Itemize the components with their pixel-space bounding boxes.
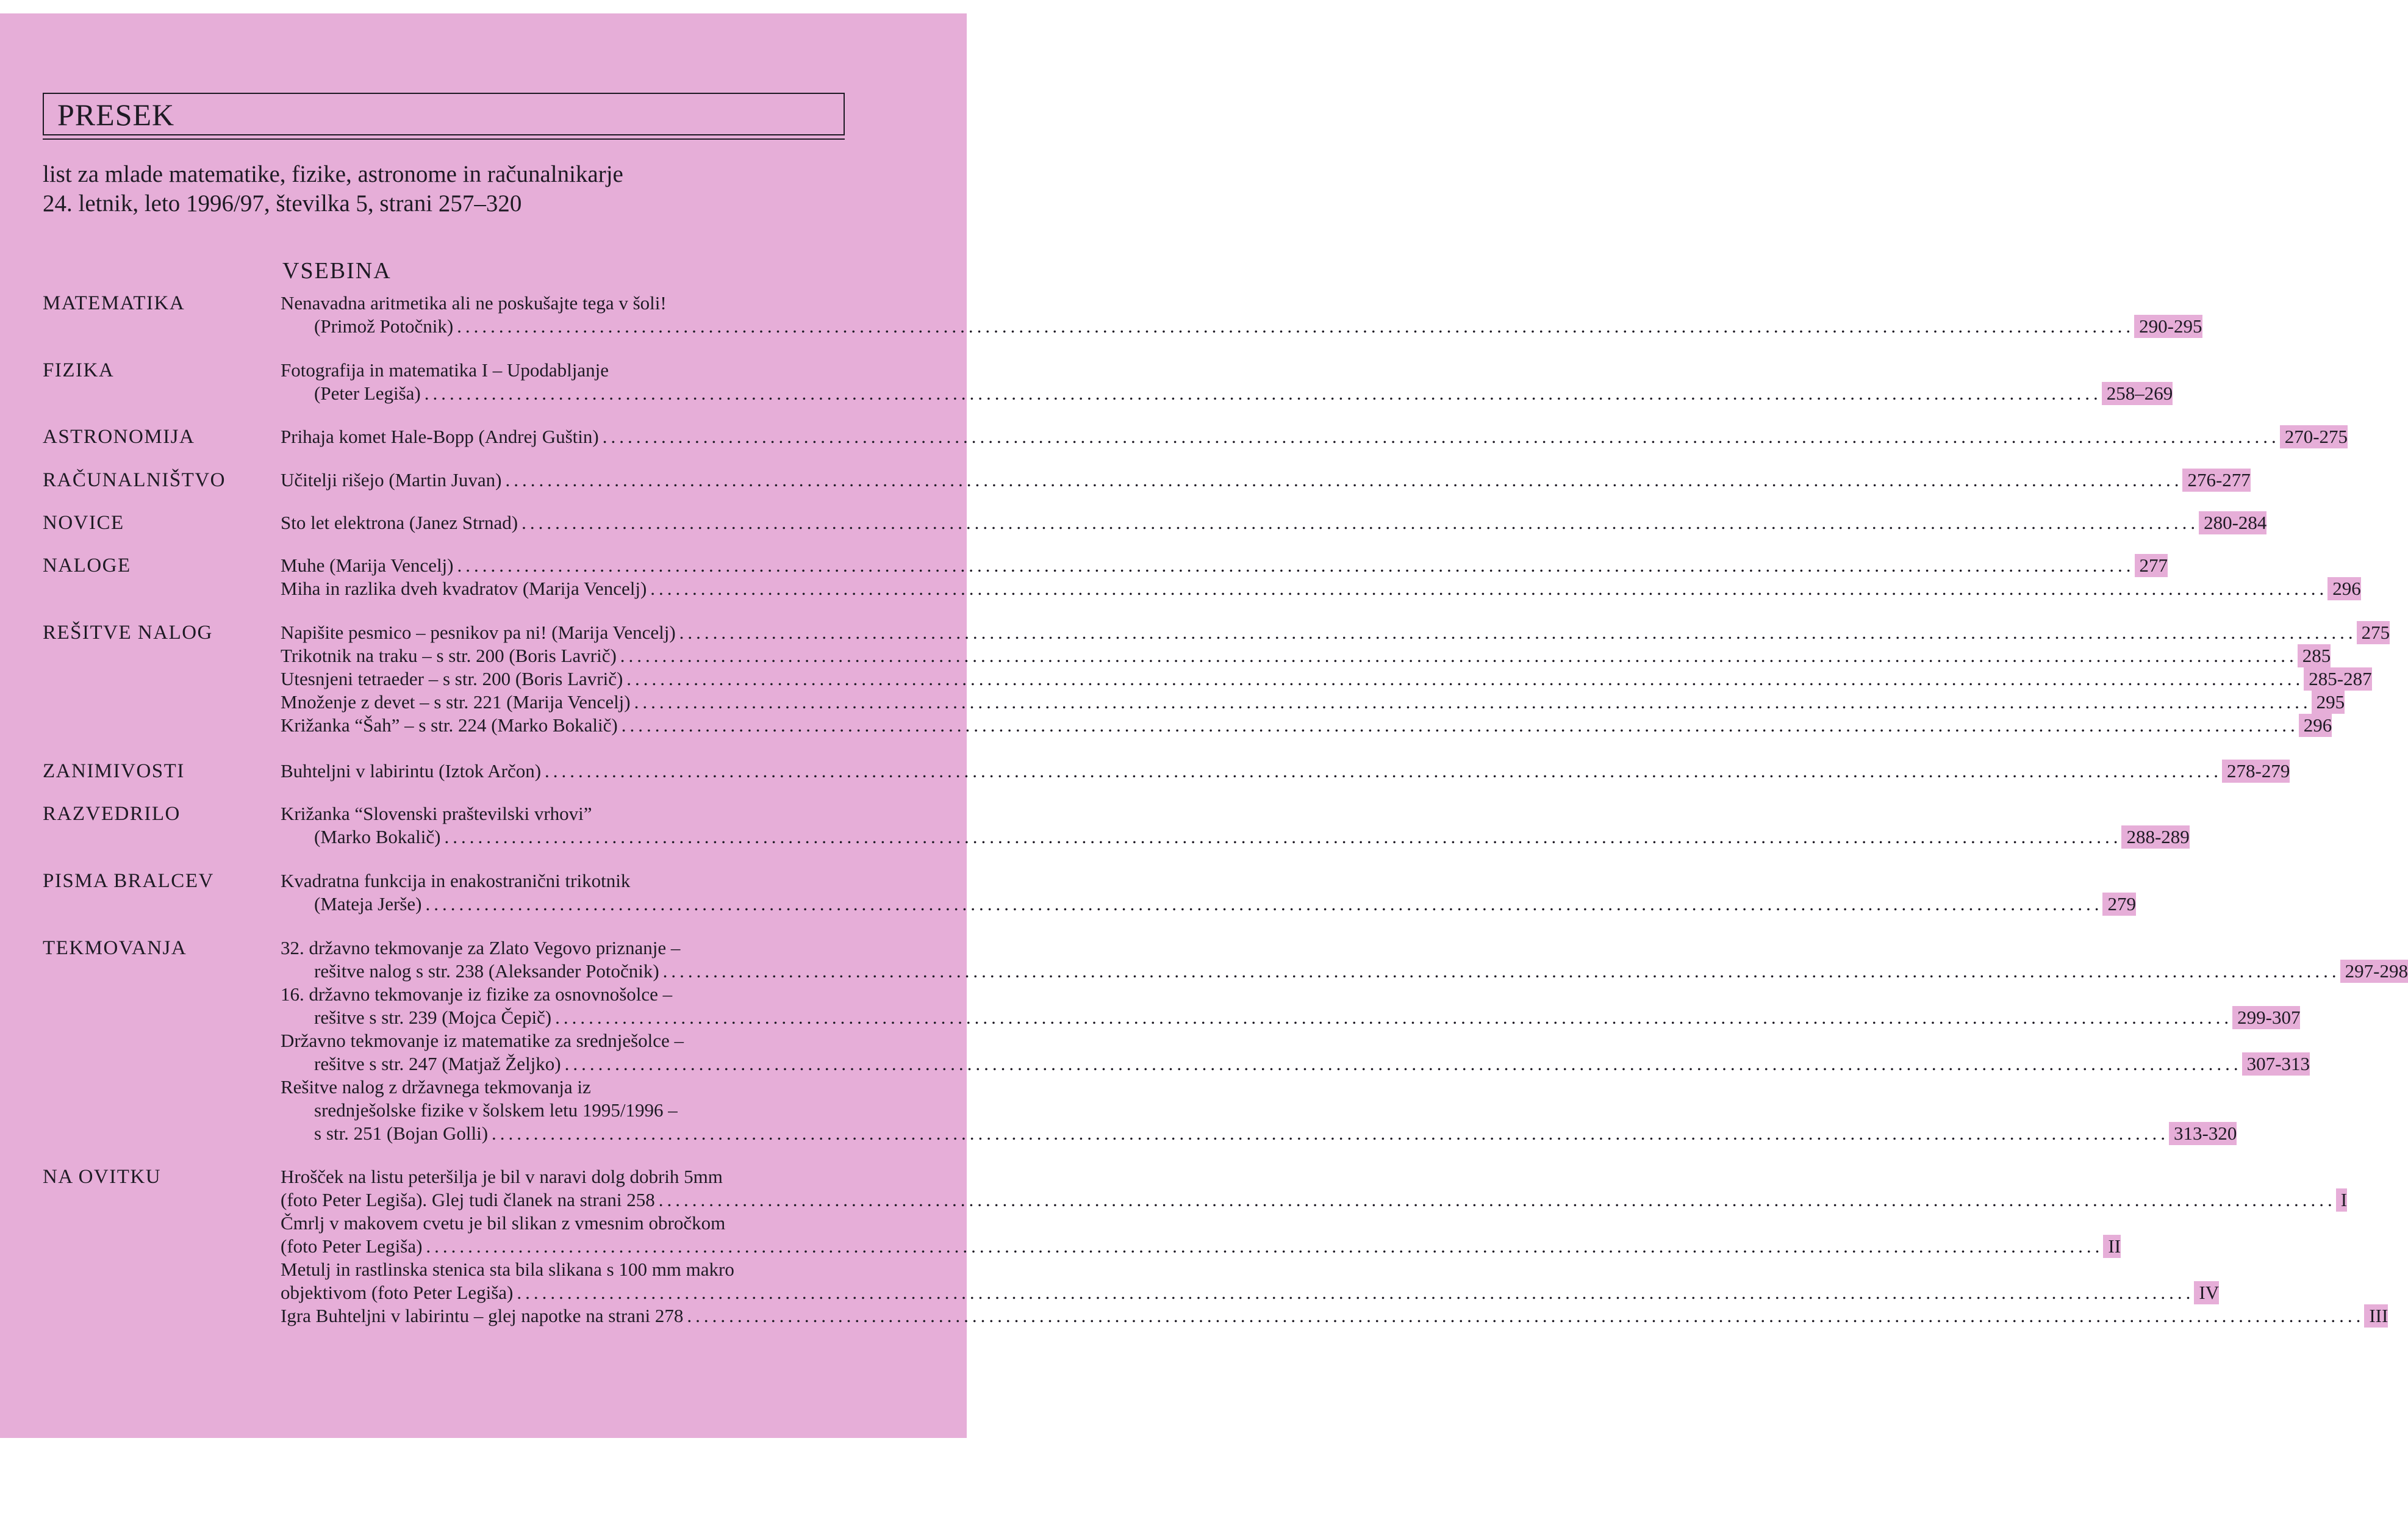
section-entries xyxy=(281,359,2173,405)
section-entries xyxy=(281,869,2136,916)
toc-entry-line xyxy=(281,1188,2348,1212)
section-entries xyxy=(281,621,2390,737)
dot-leader: ........................................................................................................................................................................................................ xyxy=(564,1053,2242,1074)
section-entries xyxy=(281,511,2267,534)
page-number: 275 xyxy=(2357,621,2390,644)
dot-leader: ........................................................................................................................................................................................................ xyxy=(444,826,2122,847)
dot-leader: ........................................................................................................................................................................................................ xyxy=(658,1189,2336,1210)
toc-entry-line xyxy=(281,382,2173,405)
entry-title: Metulj in rastlinska stenica sta bila slikana s 100 mm makro xyxy=(281,1259,734,1280)
page-number: II xyxy=(2103,1235,2121,1258)
toc-entry-line xyxy=(281,869,848,893)
entry-title: Fotografija in matematika I – Upodabljanje xyxy=(281,359,609,381)
page-number: 296 xyxy=(2299,714,2332,737)
masthead-box xyxy=(43,93,845,135)
page-number: 295 xyxy=(2312,691,2345,714)
section-entries xyxy=(281,802,2190,849)
section-name: PISMA BRALCEV xyxy=(43,870,214,892)
entry-title: Miha in razlika dveh kvadratov (Marija Vencelj) xyxy=(281,577,650,600)
dot-leader: ........................................................................................................................................................................................................ xyxy=(634,691,2312,713)
toc-entry-line xyxy=(281,1052,2310,1076)
dot-leader: ........................................................................................................................................................................................................ xyxy=(457,315,2135,337)
page-number: 278-279 xyxy=(2222,760,2290,783)
section-entries xyxy=(281,936,2408,1145)
toc-entry-line xyxy=(281,802,848,825)
section-name: ZANIMIVOSTI xyxy=(43,760,185,782)
section-name: RAČUNALNIŠTVO xyxy=(43,469,226,491)
section-name: MATEMATIKA xyxy=(43,292,185,314)
entry-title: (foto Peter Legiša). Glej tudi članek na strani 258 xyxy=(281,1188,659,1212)
page-number: 258–269 xyxy=(2102,382,2173,405)
entry-title: objektivom (foto Peter Legiša) xyxy=(281,1281,517,1304)
page-number: 296 xyxy=(2327,577,2361,600)
page-number: IV xyxy=(2194,1281,2219,1304)
entry-title: (Peter Legiša) xyxy=(281,382,425,405)
toc-entry-line xyxy=(281,760,2290,783)
section-entries xyxy=(281,469,2251,492)
page-number: 307-313 xyxy=(2242,1052,2310,1076)
entry-title: Rešitve nalog z državnega tekmovanja iz xyxy=(281,1076,591,1098)
dot-leader: ........................................................................................................................................................................................................ xyxy=(505,469,2183,491)
section-entries xyxy=(281,292,2202,338)
dot-leader: ........................................................................................................................................................................................................ xyxy=(626,668,2304,689)
subtitle-line-1: list za mlade matematike, fizike, astronome in računalnikarje xyxy=(43,161,623,187)
entry-title: (Primož Potočnik) xyxy=(281,315,457,338)
toc-entry-line xyxy=(281,1281,2220,1304)
toc-entry-line xyxy=(281,1235,2121,1258)
toc-entry-line xyxy=(281,554,2168,577)
toc-entry-line xyxy=(281,469,2251,492)
page-number: 297-298 xyxy=(2340,960,2408,983)
entry-title: srednješolske fizike v šolskem letu 1995/1996 – xyxy=(314,1099,678,1121)
entry-title: 16. državno tekmovanje iz fizike za osnovnošolce – xyxy=(281,983,673,1005)
entry-title: Državno tekmovanje iz matematike za srednješolce – xyxy=(281,1030,684,1051)
entry-title: Utesnjeni tetraeder – s str. 200 (Boris Lavrič) xyxy=(281,667,626,691)
toc-entry-line xyxy=(281,425,2348,448)
section-name: REŠITVE NALOG xyxy=(43,622,213,644)
dot-leader: ........................................................................................................................................................................................................ xyxy=(555,1007,2233,1028)
page-number: I xyxy=(2336,1188,2347,1212)
entry-title: (Mateja Jerše) xyxy=(281,893,425,916)
entry-title: Učitelji rišejo (Martin Juvan) xyxy=(281,469,505,492)
dot-leader: ........................................................................................................................................................................................................ xyxy=(687,1305,2365,1326)
toc-entry-line xyxy=(281,359,848,382)
dot-leader: ........................................................................................................................................................................................................ xyxy=(621,714,2299,736)
entry-title: Nenavadna aritmetika ali ne poskušajte tega v šoli! xyxy=(281,292,667,314)
entry-title: Muhe (Marija Vencelj) xyxy=(281,554,457,577)
dot-leader: ........................................................................................................................................................................................................ xyxy=(545,760,2223,782)
masthead-rule xyxy=(43,138,845,140)
toc-entry-line xyxy=(281,511,2267,534)
entry-title: Križanka “Šah” – s str. 224 (Marko Bokalič) xyxy=(281,714,622,737)
section-entries xyxy=(281,554,2361,600)
toc-entry-line xyxy=(281,825,2190,849)
subtitle-line-2: 24. letnik, leto 1996/97, številka 5, strani 257–320 xyxy=(43,190,522,217)
magazine-page xyxy=(0,13,2408,1438)
section-name: FIZIKA xyxy=(43,359,115,381)
toc-entry-line xyxy=(281,1212,848,1235)
entry-title: Napišite pesmico – pesnikov pa ni! (Marija Vencelj) xyxy=(281,621,679,644)
toc-entry-line xyxy=(281,714,2332,737)
entry-title: s str. 251 (Bojan Golli) xyxy=(281,1122,492,1145)
section-name: NOVICE xyxy=(43,512,124,534)
entry-title: Igra Buhteljni v labirintu – glej napotke na strani 278 xyxy=(281,1304,687,1328)
page-number: III xyxy=(2364,1304,2388,1328)
page-number: 279 xyxy=(2102,893,2136,916)
magazine-title: PRESEK xyxy=(57,98,175,132)
toc-entry-line xyxy=(281,1122,2237,1145)
toc-entry-line xyxy=(281,667,2372,691)
entry-title: Buhteljni v labirintu (Iztok Arčon) xyxy=(281,760,545,783)
dot-leader: ........................................................................................................................................................................................................ xyxy=(426,1235,2104,1257)
toc-entry-line xyxy=(281,1076,848,1099)
dot-leader: ........................................................................................................................................................................................................ xyxy=(517,1282,2195,1303)
section-entries xyxy=(281,760,2290,783)
dot-leader: ........................................................................................................................................................................................................ xyxy=(662,960,2340,982)
page-number: 277 xyxy=(2135,554,2168,577)
toc-entry-line xyxy=(281,960,2408,983)
toc-entry-line xyxy=(281,1006,2301,1029)
page-number: 285-287 xyxy=(2304,667,2371,691)
toc-entry-line xyxy=(281,936,848,960)
toc-entry-line xyxy=(281,1099,848,1122)
entry-title: Hrošček na listu peteršilja je bil v naravi dolg dobrih 5mm xyxy=(281,1166,723,1187)
entry-title: 32. državno tekmovanje za Zlato Vegovo priznanje – xyxy=(281,937,681,958)
dot-leader: ........................................................................................................................................................................................................ xyxy=(521,512,2199,533)
entry-title: Čmrlj v makovem cvetu je bil slikan z vmesnim obročkom xyxy=(281,1212,726,1234)
contents-heading: VSEBINA xyxy=(282,258,392,284)
toc-entry-line xyxy=(281,1165,848,1188)
page-number: 285 xyxy=(2298,644,2331,667)
page-number: 270-275 xyxy=(2280,425,2348,448)
page-number: 299-307 xyxy=(2232,1006,2300,1029)
entry-title: Prihaja komet Hale-Bopp (Andrej Guštin) xyxy=(281,425,603,448)
toc-entry-line xyxy=(281,292,848,315)
page-number: 280-284 xyxy=(2199,511,2266,534)
entry-title: rešitve s str. 247 (Matjaž Željko) xyxy=(281,1052,565,1076)
toc-entry-line xyxy=(281,893,2136,916)
toc-entry-line xyxy=(281,577,2361,600)
entry-title: Križanka “Slovenski praštevilski vrhovi” xyxy=(281,803,592,824)
magazine-subtitle xyxy=(43,160,623,218)
entry-title: Sto let elektrona (Janez Strnad) xyxy=(281,511,521,534)
entry-title: rešitve s str. 239 (Mojca Čepič) xyxy=(281,1006,555,1029)
toc-entry-line xyxy=(281,1029,848,1052)
section-name: NA OVITKU xyxy=(43,1166,162,1188)
section-name: ASTRONOMIJA xyxy=(43,426,195,448)
section-entries xyxy=(281,1165,2388,1328)
toc-entry-line xyxy=(281,691,2345,714)
page-number: 290-295 xyxy=(2134,315,2202,338)
page-number: 288-289 xyxy=(2121,825,2189,849)
dot-leader: ........................................................................................................................................................................................................ xyxy=(650,578,2328,599)
entry-title: rešitve nalog s str. 238 (Aleksander Potočnik) xyxy=(281,960,663,983)
dot-leader: ........................................................................................................................................................................................................ xyxy=(679,622,2357,643)
entry-title: (Marko Bokalič) xyxy=(281,825,444,849)
toc-entry-line xyxy=(281,983,848,1006)
dot-leader: ........................................................................................................................................................................................................ xyxy=(492,1123,2170,1144)
toc-entry-line xyxy=(281,1304,2388,1328)
dot-leader: ........................................................................................................................................................................................................ xyxy=(620,645,2298,666)
toc-entry-line xyxy=(281,644,2331,667)
dot-leader: ........................................................................................................................................................................................................ xyxy=(425,893,2103,915)
section-name: RAZVEDRILO xyxy=(43,803,181,825)
toc-entry-line xyxy=(281,315,2202,338)
entry-title: Množenje z devet – s str. 221 (Marija Vencelj) xyxy=(281,691,634,714)
entry-title: (foto Peter Legiša) xyxy=(281,1235,426,1258)
section-name: TEKMOVANJA xyxy=(43,937,187,959)
dot-leader: ........................................................................................................................................................................................................ xyxy=(457,555,2135,576)
section-name: NALOGE xyxy=(43,555,131,577)
dot-leader: ........................................................................................................................................................................................................ xyxy=(424,383,2102,404)
entry-title: Kvadratna funkcija in enakostranični trikotnik xyxy=(281,870,631,891)
toc-entry-line xyxy=(281,1258,848,1281)
toc-entry-line xyxy=(281,621,2390,644)
entry-title: Trikotnik na traku – s str. 200 (Boris Lavrič) xyxy=(281,644,620,667)
page-number: 276-277 xyxy=(2182,469,2250,492)
section-entries xyxy=(281,425,2348,448)
dot-leader: ........................................................................................................................................................................................................ xyxy=(602,426,2280,447)
page-number: 313-320 xyxy=(2169,1122,2237,1145)
